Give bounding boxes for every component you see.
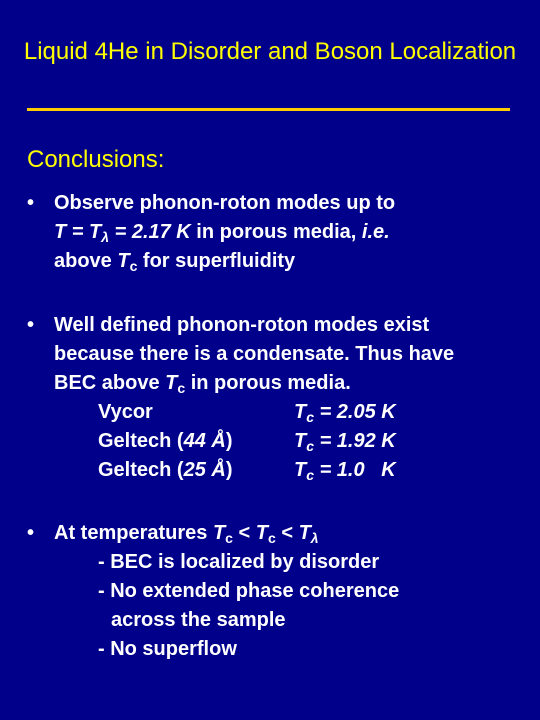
c-subscript: c [129, 258, 138, 274]
tc-number: = 1.0 K [314, 459, 396, 481]
bullet-marker: • [27, 314, 35, 336]
tc-value [294, 427, 396, 456]
pore-size: 44 Å [183, 430, 226, 452]
temp-symbol: T [255, 522, 268, 544]
sample-label: Geltech ( [98, 459, 184, 481]
sub-item: across the sample [111, 609, 286, 631]
bullet1-text: in porous media, [190, 221, 362, 243]
bullet3-text: At temperatures [54, 522, 213, 544]
c-subscript: c [306, 467, 315, 483]
bullet-marker: • [27, 522, 35, 544]
sample-name [54, 427, 294, 456]
bullet-item-3 [27, 519, 517, 664]
tc-table-row [54, 456, 517, 485]
bullet-item-2 [27, 311, 517, 485]
bullet1-line1: Observe phonon-roton modes up to [54, 192, 396, 214]
title-divider [27, 108, 510, 111]
temp-symbol: T = T [54, 221, 102, 243]
bullet2-line2: because there is a condensate. Thus have [54, 343, 455, 365]
lambda-subscript: λ [101, 229, 110, 245]
slide-title: Liquid 4He in Disorder and Boson Localization [23, 38, 517, 65]
c-subscript: c [306, 409, 315, 425]
c-subscript: c [306, 438, 315, 454]
tc-value [294, 456, 396, 485]
bullet1-line2 [54, 218, 517, 247]
sub-item: - No extended phase coherence [98, 580, 400, 602]
bullet-marker: • [27, 192, 35, 214]
sample-label: Geltech ( [98, 430, 184, 452]
sample-name [54, 456, 294, 485]
sample-label: ) [225, 430, 233, 452]
bullet3-line1 [54, 519, 517, 548]
temp-symbol: T [165, 372, 178, 394]
tc-number: = 2.05 K [314, 401, 396, 423]
tc-table-row [54, 398, 517, 427]
bullet2-text: in porous media. [185, 372, 351, 394]
bullet1-line3 [54, 247, 517, 276]
temp-symbol: T [117, 250, 130, 272]
tc-table-row [54, 427, 517, 456]
bullet1-text: above [54, 250, 118, 272]
temp-symbol: T [212, 522, 226, 544]
tc-value [294, 398, 396, 427]
less-than: < [232, 522, 256, 544]
sub-item: - No superflow [98, 638, 237, 660]
temp-symbol: T [294, 401, 307, 423]
section-heading: Conclusions: [27, 146, 165, 173]
tc-number: = 1.92 K [314, 430, 396, 452]
temp-symbol: T [294, 430, 307, 452]
lambda-subscript: λ [310, 530, 319, 546]
bullet2-line1: Well defined phonon-roton modes exist [54, 314, 430, 336]
lambda-value: = 2.17 K [109, 221, 191, 243]
temp-symbol: T [298, 522, 311, 544]
bullet-item-1 [27, 189, 517, 276]
ie-text: i.e. [361, 221, 390, 243]
sample-label: Vycor [98, 401, 153, 423]
bullet2-line3 [54, 369, 517, 398]
c-subscript: c [177, 380, 186, 396]
pore-size: 25 Å [183, 459, 226, 481]
c-subscript: c [225, 530, 233, 546]
bullet1-text: for superfluidity [137, 250, 296, 272]
less-than: < [275, 522, 299, 544]
temp-symbol: T [294, 459, 307, 481]
c-subscript: c [267, 530, 276, 546]
bullet2-text: BEC above [54, 372, 166, 394]
sample-label: ) [225, 459, 233, 481]
sample-name [54, 398, 294, 427]
sub-item: - BEC is localized by disorder [98, 551, 380, 573]
